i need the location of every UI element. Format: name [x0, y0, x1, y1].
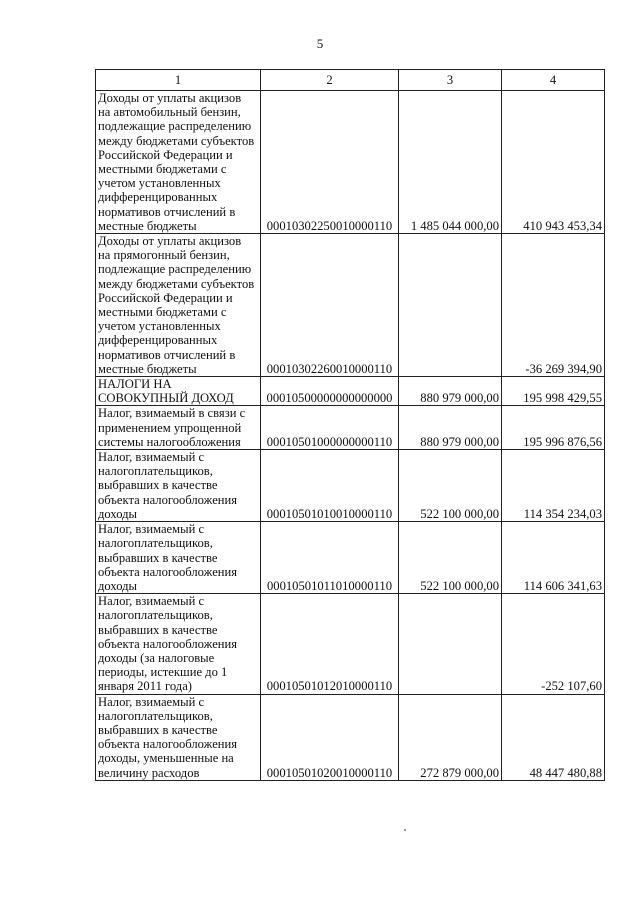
table-row: [96, 91, 605, 234]
row-name-cell: Налог, взимаемый с налогоплательщиков, выбравших в качестве объекта налогообложения доходы, уменьшенные на величину расходов: [96, 694, 261, 780]
row-name-cell: Налог, взимаемый с налогоплательщиков, выбравших в качестве объекта налогообложения доходы: [96, 450, 261, 522]
row-plan-cell: 522 100 000,00: [399, 522, 502, 594]
row-plan-cell: 1 485 044 000,00: [399, 91, 502, 234]
row-plan-cell: [399, 234, 502, 377]
row-actual-cell: -252 107,60: [502, 594, 605, 694]
page-number: 5: [316, 36, 324, 51]
table-row: [96, 377, 605, 406]
table-row: [96, 594, 605, 694]
row-code-cell: 00010501011010000110: [261, 522, 399, 594]
column-number-3: 3: [399, 70, 502, 91]
row-code-cell: 00010302250010000110: [261, 91, 399, 234]
row-name-cell: Доходы от уплаты акцизов на автомобильный бензин, подлежащие распределению между бюджетами субъектов Российской Федерации и местными бюджетами с учетом установленных дифференцированных нормативов отчислений в местные бюджеты: [96, 91, 261, 234]
row-actual-cell: 410 943 453,34: [502, 91, 605, 234]
row-plan-cell: 272 879 000,00: [399, 694, 502, 780]
row-code-cell: 00010302260010000110: [261, 234, 399, 377]
scan-speck: [404, 829, 406, 831]
table-row: [96, 450, 605, 522]
table-header-row: [96, 70, 605, 91]
row-actual-cell: 114 354 234,03: [502, 450, 605, 522]
row-actual-cell: -36 269 394,90: [502, 234, 605, 377]
row-code-cell: 00010501000000000110: [261, 406, 399, 450]
table-row: [96, 522, 605, 594]
column-number-2: 2: [261, 70, 399, 91]
row-code-cell: 00010501010010000110: [261, 450, 399, 522]
table-row: [96, 406, 605, 450]
column-number-1: 1: [96, 70, 261, 91]
revenue-table: [95, 69, 605, 781]
row-plan-cell: 880 979 000,00: [399, 406, 502, 450]
row-actual-cell: 114 606 341,63: [502, 522, 605, 594]
row-name-cell: Налог, взимаемый в связи с применением упрощенной системы налогообложения: [96, 406, 261, 450]
row-plan-cell: [399, 594, 502, 694]
row-actual-cell: 195 998 429,55: [502, 377, 605, 406]
row-actual-cell: 48 447 480,88: [502, 694, 605, 780]
column-number-4: 4: [502, 70, 605, 91]
row-code-cell: 00010501020010000110: [261, 694, 399, 780]
row-name-cell: Налог, взимаемый с налогоплательщиков, выбравших в качестве объекта налогообложения доходы: [96, 522, 261, 594]
table-row: [96, 694, 605, 780]
row-name-cell: Налог, взимаемый с налогоплательщиков, выбравших в качестве объекта налогообложения доходы (за налоговые периоды, истекшие до 1 января 2011 года): [96, 594, 261, 694]
row-code-cell: 00010501012010000110: [261, 594, 399, 694]
row-name-cell: Доходы от уплаты акцизов на прямогонный бензин, подлежащие распределению между бюджетами субъектов Российской Федерации и местными бюджетами с учетом установленных дифференцированных нормативов отчислений в местные бюджеты: [96, 234, 261, 377]
row-code-cell: 00010500000000000000: [261, 377, 399, 406]
table-row: [96, 234, 605, 377]
row-plan-cell: 522 100 000,00: [399, 450, 502, 522]
row-plan-cell: 880 979 000,00: [399, 377, 502, 406]
row-name-cell: НАЛОГИ НА СОВОКУПНЫЙ ДОХОД: [96, 377, 261, 406]
row-actual-cell: 195 996 876,56: [502, 406, 605, 450]
